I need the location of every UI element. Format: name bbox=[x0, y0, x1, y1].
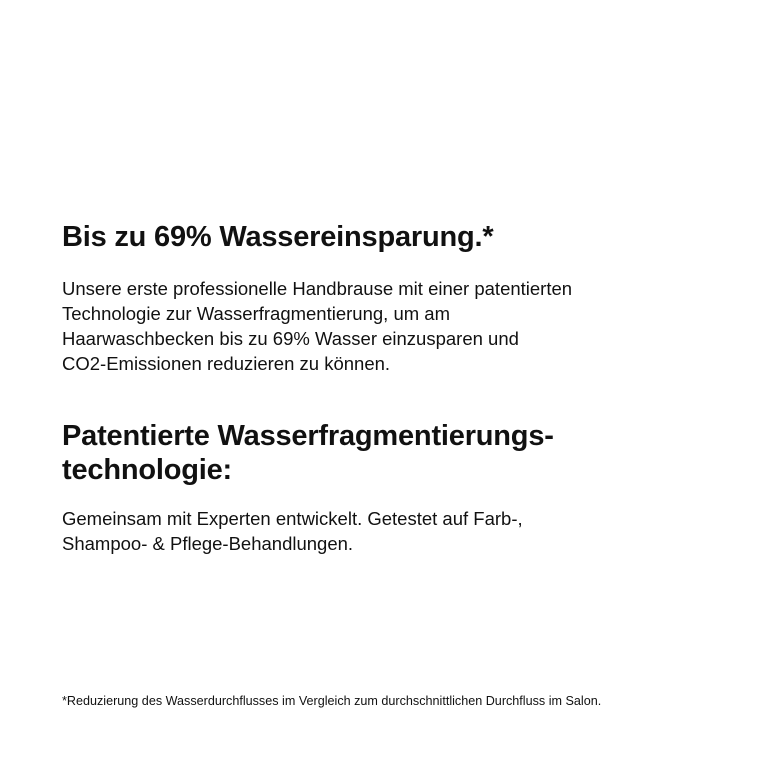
paragraph-line: Unsere erste professionelle Handbrause mit einer patentierten bbox=[62, 278, 573, 299]
footnote: *Reduzierung des Wasserdurchflusses im Vergleich zum durchschnittlichen Durchfluss im Salon. bbox=[62, 694, 602, 708]
paragraph-line: Gemeinsam mit Experten entwickelt. Getestet auf Farb-, bbox=[62, 508, 523, 529]
paragraph-line: Technologie zur Wasserfragmentierung, um am bbox=[62, 303, 450, 324]
section-1-heading: Bis zu 69% Wassereinsparung.* bbox=[62, 221, 494, 253]
paragraph-line: Haarwaschbecken bis zu 69% Wasser einzusparen und bbox=[62, 328, 519, 349]
paragraph-line: Shampoo- & Pflege-Behandlungen. bbox=[62, 533, 354, 554]
heading-line: technologie: bbox=[62, 454, 232, 486]
section-1-paragraph bbox=[62, 276, 728, 376]
section-2-paragraph bbox=[62, 506, 728, 556]
heading-line: Patentierte Wasserfragmentierungs- bbox=[62, 420, 554, 452]
section-2-heading bbox=[62, 419, 728, 487]
paragraph-line: CO2-Emissionen reduzieren zu können. bbox=[62, 353, 391, 374]
